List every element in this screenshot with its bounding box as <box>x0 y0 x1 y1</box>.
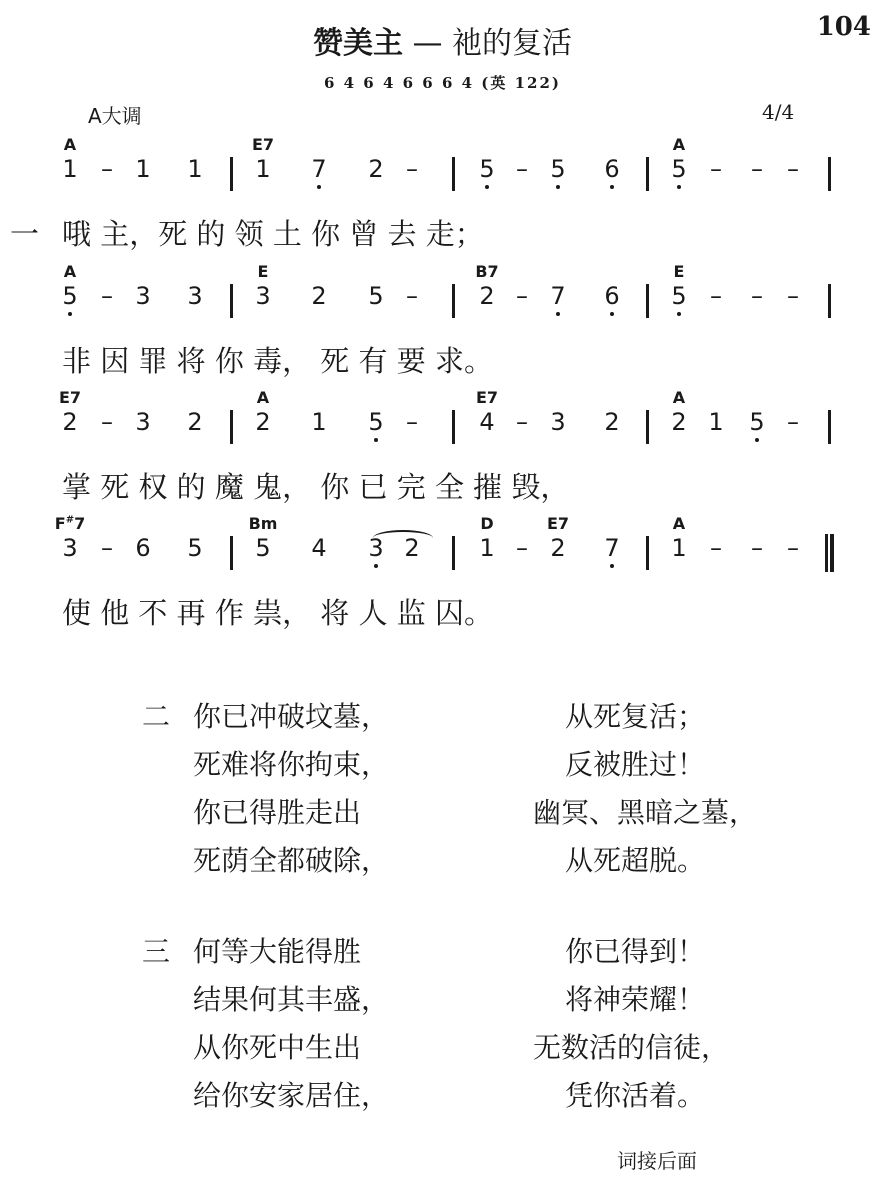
note: 2 <box>604 408 620 436</box>
verse-line-left: 你已冲破坟墓， <box>193 700 390 733</box>
chord-symbol: E7 <box>546 514 570 533</box>
note: – <box>406 282 418 310</box>
chord-symbol: A <box>256 388 270 407</box>
note: – <box>787 155 799 183</box>
note: 2 <box>479 282 495 310</box>
verse-line-left: 死难将你拘束， <box>193 748 390 781</box>
note: – <box>751 534 763 562</box>
note: – <box>101 282 113 310</box>
chord-symbol: A <box>63 262 77 281</box>
chord-symbol: A <box>672 388 686 407</box>
note: 1 <box>187 155 203 183</box>
lyric-line: 使 他 不 再 作 祟， 将 人 监 囚。 <box>62 596 493 630</box>
note: – <box>516 155 528 183</box>
note: 5 <box>361 408 391 436</box>
note: 7 <box>543 282 573 310</box>
note: 5 <box>187 534 203 562</box>
note: 5 <box>55 282 85 310</box>
note: 1 <box>62 155 78 183</box>
barline <box>452 536 455 570</box>
note: – <box>516 534 528 562</box>
barline <box>828 284 831 318</box>
note: 2 <box>62 408 78 436</box>
note: 2 <box>368 155 384 183</box>
verse-number: 二 <box>142 700 171 733</box>
chord-symbol: Bm <box>248 514 278 533</box>
chord-symbol: B7 <box>475 262 499 281</box>
verse-line-right: 你已得到！ <box>565 935 706 968</box>
note: – <box>710 155 722 183</box>
verse-line-right: 从死超脱。 <box>565 844 706 877</box>
tie-slur <box>373 530 433 546</box>
chord-symbol: E7 <box>58 388 82 407</box>
barline <box>646 157 649 191</box>
barline <box>828 410 831 444</box>
barline <box>452 157 455 191</box>
note: 3 <box>361 534 391 562</box>
note: 4 <box>479 408 495 436</box>
note: 5 <box>543 155 573 183</box>
note: – <box>406 155 418 183</box>
note: – <box>101 408 113 436</box>
note: – <box>787 282 799 310</box>
title-main: 赞美主 <box>312 26 403 61</box>
time-signature: 4/4 <box>762 100 795 124</box>
note: 5 <box>368 282 384 310</box>
note: 3 <box>62 534 78 562</box>
note: – <box>101 534 113 562</box>
note: – <box>516 282 528 310</box>
note: 5 <box>664 155 694 183</box>
barline <box>230 284 233 318</box>
chord-symbol: E <box>673 262 685 281</box>
note: 2 <box>550 534 566 562</box>
note: 5 <box>664 282 694 310</box>
barline <box>452 284 455 318</box>
verse-line-right: 无数活的信徒， <box>533 1031 730 1064</box>
note: – <box>787 408 799 436</box>
chord-symbol: D <box>480 514 494 533</box>
page-number: 104 <box>816 12 871 42</box>
note: 3 <box>135 282 151 310</box>
note: 6 <box>597 155 627 183</box>
chord-symbol: A <box>63 135 77 154</box>
verse-line-left: 你已得胜走出 <box>193 796 362 829</box>
verse-line-left: 给你安家居住， <box>193 1079 390 1112</box>
note: 2 <box>311 282 327 310</box>
note: 6 <box>597 282 627 310</box>
double-barline <box>825 534 834 572</box>
chord-symbol: E <box>257 262 269 281</box>
barline <box>828 157 831 191</box>
title-subtitle: — 祂的复活 <box>402 26 573 61</box>
note: 7 <box>597 534 627 562</box>
verse-line-right: 将神荣耀！ <box>565 983 706 1016</box>
chord-symbol: F#7 <box>54 514 86 533</box>
note: – <box>406 408 418 436</box>
chord-symbol: E7 <box>475 388 499 407</box>
lyric-line: 掌 死 权 的 魔 鬼， 你 已 完 全 摧 毁， <box>62 470 570 504</box>
barline <box>646 284 649 318</box>
note: 7 <box>304 155 334 183</box>
note: 2 <box>404 534 420 562</box>
note: – <box>101 155 113 183</box>
note: 6 <box>135 534 151 562</box>
key-signature: A大调 <box>88 104 142 128</box>
verse-line-right: 反被胜过！ <box>565 748 706 781</box>
lyric-line: 哦 主，死 的 领 土 你 曾 去 走； <box>62 217 484 251</box>
barline <box>230 157 233 191</box>
barline <box>452 410 455 444</box>
verse-number: 一 <box>10 217 40 251</box>
barline <box>646 536 649 570</box>
note: 3 <box>550 408 566 436</box>
note: 1 <box>135 155 151 183</box>
lyric-line: 非 因 罪 将 你 毒， 死 有 要 求。 <box>62 344 493 378</box>
verse-line-left: 死荫全都破除， <box>193 844 390 877</box>
note: 2 <box>671 408 687 436</box>
note: 5 <box>255 534 271 562</box>
note: – <box>710 534 722 562</box>
chord-symbol: A <box>672 135 686 154</box>
verse-line-right: 幽冥、黑暗之墓， <box>533 796 758 829</box>
note: 1 <box>255 155 271 183</box>
verse-line-left: 结果何其丰盛， <box>193 983 390 1016</box>
note: – <box>751 155 763 183</box>
note: – <box>516 408 528 436</box>
note: 2 <box>255 408 271 436</box>
chord-symbol: E7 <box>251 135 275 154</box>
barline <box>646 410 649 444</box>
barline <box>230 536 233 570</box>
verse-line-right: 凭你活着。 <box>565 1079 706 1112</box>
chord-symbol: A <box>672 514 686 533</box>
note: 1 <box>671 534 687 562</box>
note: 5 <box>472 155 502 183</box>
note: – <box>751 282 763 310</box>
note: 1 <box>479 534 495 562</box>
note: 3 <box>255 282 271 310</box>
note: 5 <box>742 408 772 436</box>
note: 2 <box>187 408 203 436</box>
meter-line: 6 4 6 4 6 6 6 4 (英 122) <box>323 74 561 92</box>
note: 3 <box>135 408 151 436</box>
footer-note: 词接后面 <box>617 1149 697 1173</box>
hymn-title <box>0 18 885 62</box>
note: 4 <box>311 534 327 562</box>
note: 1 <box>708 408 724 436</box>
barline <box>230 410 233 444</box>
verse-line-left: 从你死中生出 <box>193 1031 362 1064</box>
note: 1 <box>311 408 327 436</box>
note: – <box>787 534 799 562</box>
note: – <box>710 282 722 310</box>
verse-number: 三 <box>142 935 171 968</box>
verse-line-left: 何等大能得胜 <box>193 935 362 968</box>
verse-line-right: 从死复活； <box>565 700 706 733</box>
note: 3 <box>187 282 203 310</box>
